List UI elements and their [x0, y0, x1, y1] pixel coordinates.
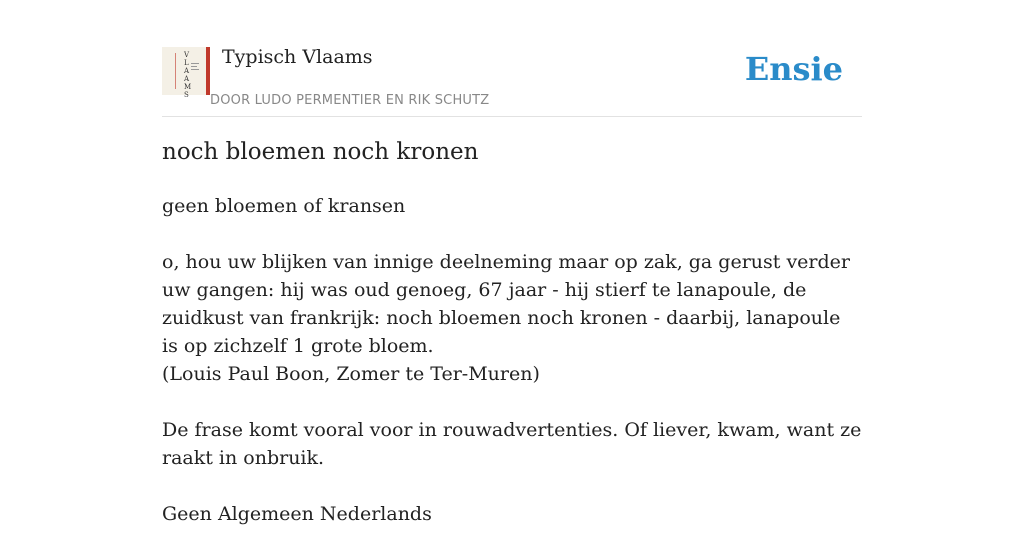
logo-letter: A [184, 75, 190, 83]
header [162, 0, 862, 117]
logo-letter: L [184, 59, 189, 67]
entry-paragraph: Geen Algemeen Nederlands [162, 503, 432, 525]
logo-letter: M [184, 83, 192, 91]
book-cover-image [162, 47, 210, 99]
ensie-logo-link[interactable]: Ensie [744, 50, 843, 88]
entry-paragraph: geen bloemen of kransen [162, 195, 406, 217]
entry-body [162, 192, 862, 556]
entry-quote-source: (Louis Paul Boon, Zomer te Ter-Muren) [162, 363, 540, 385]
book-authors: DOOR LUDO PERMENTIER EN RIK SCHUTZ [210, 93, 490, 108]
logo-letter: V [184, 51, 190, 59]
page-container [162, 0, 862, 525]
book-title[interactable]: Typisch Vlaams [222, 46, 373, 68]
entry-paragraph: De frase komt vooral voor in rouwadvertenties. Of liever, kwam, want ze raakt in onbruik. [162, 419, 862, 469]
logo-letter: S [184, 91, 189, 99]
entry-paragraph: o, hou uw blijken van innige deelneming maar op zak, ga gerust verder uw gangen: hij was oud genoeg, 67 jaar - hij stierf te lanapoule, de zuidkust van frankrijk: noch bloemen noch kronen - daarbij, lanapoule is op zichzelf 1 grote bloem. [162, 251, 850, 357]
book-cover-logo[interactable] [162, 47, 210, 99]
entry-title: noch bloemen noch kronen [162, 139, 479, 165]
logo-letter: A [184, 67, 190, 75]
